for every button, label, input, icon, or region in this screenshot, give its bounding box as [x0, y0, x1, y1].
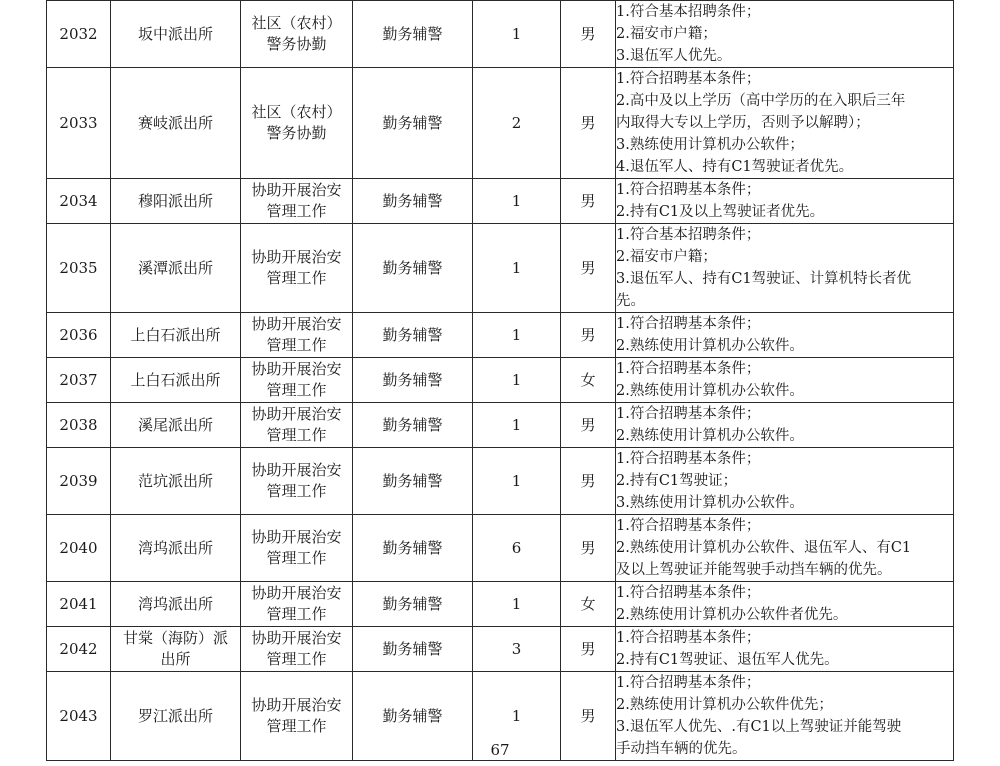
category: 勤务辅警 — [382, 539, 443, 557]
unit-name: 上白石派出所 — [130, 326, 221, 344]
headcount: 1 — [511, 371, 522, 389]
position-line: 协助开展治安 — [251, 248, 342, 266]
headcount: 1 — [511, 192, 522, 210]
requirements-cell — [616, 1, 954, 68]
position-line: 管理工作 — [266, 482, 327, 500]
requirement-line: 1.符合招聘基本条件； — [616, 518, 761, 534]
table-row — [47, 224, 954, 313]
table-body — [47, 1, 954, 761]
requirement-line: 内取得大专以上学历，否则予以解聘）； — [616, 115, 870, 131]
unit-name: 湾坞派出所 — [137, 539, 213, 557]
position-line: 管理工作 — [266, 381, 327, 399]
headcount: 1 — [511, 595, 522, 613]
gender-cell — [561, 448, 616, 515]
category: 勤务辅警 — [382, 472, 443, 490]
category: 勤务辅警 — [382, 416, 443, 434]
position-cell — [241, 627, 353, 672]
gender: 女 — [580, 371, 596, 389]
position-cell — [241, 224, 353, 313]
gender-cell — [561, 582, 616, 627]
unit-name-line: 出所 — [160, 650, 191, 668]
headcount: 3 — [511, 640, 522, 658]
requirement-line: 3.熟练使用计算机办公软件。 — [616, 495, 804, 511]
headcount: 2 — [511, 114, 522, 132]
position-code-cell — [47, 224, 111, 313]
requirement-line: 1.符合招聘基本条件； — [616, 451, 761, 467]
table-row — [47, 403, 954, 448]
position-line: 警务协勤 — [266, 124, 327, 142]
count-cell — [473, 224, 561, 313]
count-cell — [473, 1, 561, 68]
position-cell — [241, 515, 353, 582]
gender: 男 — [580, 472, 596, 490]
gender: 男 — [580, 259, 596, 277]
unit-cell — [111, 224, 241, 313]
position-code: 2035 — [59, 259, 98, 277]
requirement-line: 2.熟练使用计算机办公软件。 — [616, 383, 804, 399]
position-line: 社区（农村） — [251, 103, 342, 121]
unit-cell — [111, 627, 241, 672]
requirement-line: 1.符合基本招聘条件； — [616, 4, 761, 20]
requirements-cell — [616, 627, 954, 672]
headcount: 1 — [511, 326, 522, 344]
unit-name: 湾坞派出所 — [137, 595, 213, 613]
position-line: 管理工作 — [266, 605, 327, 623]
unit-name: 赛岐派出所 — [137, 114, 213, 132]
position-code: 2036 — [59, 326, 98, 344]
category: 勤务辅警 — [382, 640, 443, 658]
gender-cell — [561, 358, 616, 403]
position-cell — [241, 68, 353, 179]
requirement-line: 1.符合招聘基本条件； — [616, 585, 761, 601]
requirements-cell — [616, 358, 954, 403]
position-code-cell — [47, 448, 111, 515]
headcount: 1 — [511, 25, 522, 43]
position-cell — [241, 313, 353, 358]
position-line: 协助开展治安 — [251, 360, 342, 378]
position-line: 警务协勤 — [266, 35, 327, 53]
table-row — [47, 313, 954, 358]
unit-cell — [111, 582, 241, 627]
position-cell — [241, 448, 353, 515]
position-code: 2041 — [59, 595, 98, 613]
position-line: 管理工作 — [266, 717, 327, 735]
position-line: 协助开展治安 — [251, 315, 342, 333]
category-cell — [353, 68, 473, 179]
position-code-cell — [47, 68, 111, 179]
requirement-line: 1.符合招聘基本条件； — [616, 182, 761, 198]
requirement-line: 1.符合招聘基本条件； — [616, 675, 761, 691]
position-line: 管理工作 — [266, 202, 327, 220]
position-line: 管理工作 — [266, 549, 327, 567]
gender-cell — [561, 179, 616, 224]
unit-name-line: 甘棠（海防）派 — [122, 629, 228, 647]
position-code: 2038 — [59, 416, 98, 434]
position-cell — [241, 1, 353, 68]
requirement-line: 2.熟练使用计算机办公软件。 — [616, 428, 804, 444]
unit-cell — [111, 179, 241, 224]
requirement-line: 2.熟练使用计算机办公软件。 — [616, 338, 804, 354]
requirement-line: 1.符合基本招聘条件； — [616, 227, 761, 243]
requirement-line: 2.福安市户籍； — [616, 249, 717, 265]
category: 勤务辅警 — [382, 326, 443, 344]
position-cell — [241, 179, 353, 224]
category-cell — [353, 448, 473, 515]
position-cell — [241, 582, 353, 627]
category-cell — [353, 224, 473, 313]
position-code-cell — [47, 1, 111, 68]
position-line: 协助开展治安 — [251, 461, 342, 479]
count-cell — [473, 403, 561, 448]
position-code-cell — [47, 179, 111, 224]
position-code: 2039 — [59, 472, 98, 490]
requirement-line: 先。 — [616, 293, 645, 309]
category-cell — [353, 627, 473, 672]
gender-cell — [561, 515, 616, 582]
table-row — [47, 627, 954, 672]
gender: 男 — [580, 416, 596, 434]
gender: 男 — [580, 707, 596, 725]
requirement-line: 2.持有C1及以上驾驶证者优先。 — [616, 204, 825, 220]
position-code: 2032 — [59, 25, 98, 43]
unit-cell — [111, 1, 241, 68]
position-line: 协助开展治安 — [251, 181, 342, 199]
unit-name: 穆阳派出所 — [137, 192, 213, 210]
gender-cell — [561, 224, 616, 313]
gender-cell — [561, 68, 616, 179]
requirement-line: 及以上驾驶证并能驾驶手动挡车辆的优先。 — [616, 562, 892, 578]
category: 勤务辅警 — [382, 192, 443, 210]
gender-cell — [561, 313, 616, 358]
recruitment-table — [46, 0, 954, 761]
requirements-cell — [616, 403, 954, 448]
table-row — [47, 515, 954, 582]
requirement-line: 4.退伍军人、持有C1驾驶证者优先。 — [616, 159, 854, 175]
position-line: 管理工作 — [266, 336, 327, 354]
count-cell — [473, 627, 561, 672]
requirement-line: 2.高中及以上学历（高中学历的在入职后三年 — [616, 93, 906, 109]
table-row — [47, 582, 954, 627]
requirement-line: 3.退伍军人优先。 — [616, 48, 732, 64]
requirement-line: 2.熟练使用计算机办公软件者优先。 — [616, 607, 848, 623]
category-cell — [353, 313, 473, 358]
count-cell — [473, 68, 561, 179]
category-cell — [353, 403, 473, 448]
position-line: 管理工作 — [266, 650, 327, 668]
requirement-line: 2.持有C1驾驶证、退伍军人优先。 — [616, 652, 839, 668]
gender-cell — [561, 1, 616, 68]
gender: 男 — [580, 326, 596, 344]
requirements-cell — [616, 582, 954, 627]
position-code-cell — [47, 582, 111, 627]
requirement-line: 1.符合招聘基本条件； — [616, 361, 761, 377]
requirement-line: 1.符合招聘基本条件； — [616, 406, 761, 422]
unit-cell — [111, 313, 241, 358]
table-row — [47, 358, 954, 403]
position-code: 2034 — [59, 192, 98, 210]
unit-cell — [111, 68, 241, 179]
position-code-cell — [47, 358, 111, 403]
position-code: 2037 — [59, 371, 98, 389]
position-code: 2033 — [59, 114, 98, 132]
gender: 男 — [580, 539, 596, 557]
table-row — [47, 1, 954, 68]
headcount: 1 — [511, 416, 522, 434]
position-code-cell — [47, 515, 111, 582]
position-cell — [241, 358, 353, 403]
category: 勤务辅警 — [382, 707, 443, 725]
category: 勤务辅警 — [382, 25, 443, 43]
category: 勤务辅警 — [382, 371, 443, 389]
category: 勤务辅警 — [382, 595, 443, 613]
unit-name: 坂中派出所 — [137, 25, 213, 43]
position-line: 协助开展治安 — [251, 584, 342, 602]
position-line: 协助开展治安 — [251, 696, 342, 714]
gender: 女 — [580, 595, 596, 613]
requirement-line: 3.退伍军人、持有C1驾驶证、计算机特长者优 — [616, 271, 912, 287]
position-line: 协助开展治安 — [251, 405, 342, 423]
category-cell — [353, 358, 473, 403]
gender: 男 — [580, 640, 596, 658]
requirements-cell — [616, 68, 954, 179]
category-cell — [353, 515, 473, 582]
requirements-cell — [616, 179, 954, 224]
requirement-line: 2.持有C1驾驶证； — [616, 473, 738, 489]
position-line: 协助开展治安 — [251, 629, 342, 647]
count-cell — [473, 448, 561, 515]
requirements-cell — [616, 515, 954, 582]
headcount: 1 — [511, 472, 522, 490]
unit-cell — [111, 448, 241, 515]
requirement-line: 2.熟练使用计算机办公软件优先； — [616, 697, 833, 713]
gender-cell — [561, 403, 616, 448]
category-cell — [353, 582, 473, 627]
position-code-cell — [47, 403, 111, 448]
page-number: 67 — [490, 741, 510, 759]
category-cell — [353, 179, 473, 224]
position-line: 协助开展治安 — [251, 528, 342, 546]
unit-cell — [111, 515, 241, 582]
requirements-cell — [616, 448, 954, 515]
count-cell — [473, 582, 561, 627]
position-code-cell — [47, 627, 111, 672]
unit-name: 溪潭派出所 — [137, 259, 213, 277]
position-cell — [241, 403, 353, 448]
requirements-cell — [616, 313, 954, 358]
count-cell — [473, 179, 561, 224]
gender: 男 — [580, 192, 596, 210]
category: 勤务辅警 — [382, 259, 443, 277]
unit-cell — [111, 358, 241, 403]
count-cell — [473, 515, 561, 582]
requirement-line: 1.符合招聘基本条件； — [616, 71, 761, 87]
requirement-line: 3.熟练使用计算机办公软件； — [616, 137, 804, 153]
table-row — [47, 68, 954, 179]
position-code: 2043 — [59, 707, 98, 725]
headcount: 6 — [511, 539, 522, 557]
requirement-line: 1.符合招聘基本条件； — [616, 316, 761, 332]
unit-name: 罗江派出所 — [137, 707, 213, 725]
headcount: 1 — [511, 259, 522, 277]
gender: 男 — [580, 25, 596, 43]
position-code: 2040 — [59, 539, 98, 557]
unit-name: 范坑派出所 — [137, 472, 213, 490]
position-code-cell — [47, 313, 111, 358]
position-code: 2042 — [59, 640, 98, 658]
headcount: 1 — [511, 707, 522, 725]
gender-cell — [561, 627, 616, 672]
position-line: 社区（农村） — [251, 14, 342, 32]
requirement-line: 手动挡车辆的优先。 — [616, 741, 747, 757]
unit-cell — [111, 403, 241, 448]
unit-name: 溪尾派出所 — [137, 416, 213, 434]
requirement-line: 3.退伍军人优先、.有C1以上驾驶证并能驾驶 — [616, 719, 902, 735]
count-cell — [473, 358, 561, 403]
requirement-line: 2.福安市户籍； — [616, 26, 717, 42]
requirement-line: 1.符合招聘基本条件； — [616, 630, 761, 646]
category: 勤务辅警 — [382, 114, 443, 132]
count-cell — [473, 313, 561, 358]
table-row — [47, 448, 954, 515]
requirement-line: 2.熟练使用计算机办公软件、退伍军人、有C1 — [616, 540, 912, 556]
position-line: 管理工作 — [266, 426, 327, 444]
table-row — [47, 179, 954, 224]
category-cell — [353, 1, 473, 68]
gender: 男 — [580, 114, 596, 132]
position-line: 管理工作 — [266, 269, 327, 287]
requirements-cell — [616, 224, 954, 313]
unit-name: 上白石派出所 — [130, 371, 221, 389]
